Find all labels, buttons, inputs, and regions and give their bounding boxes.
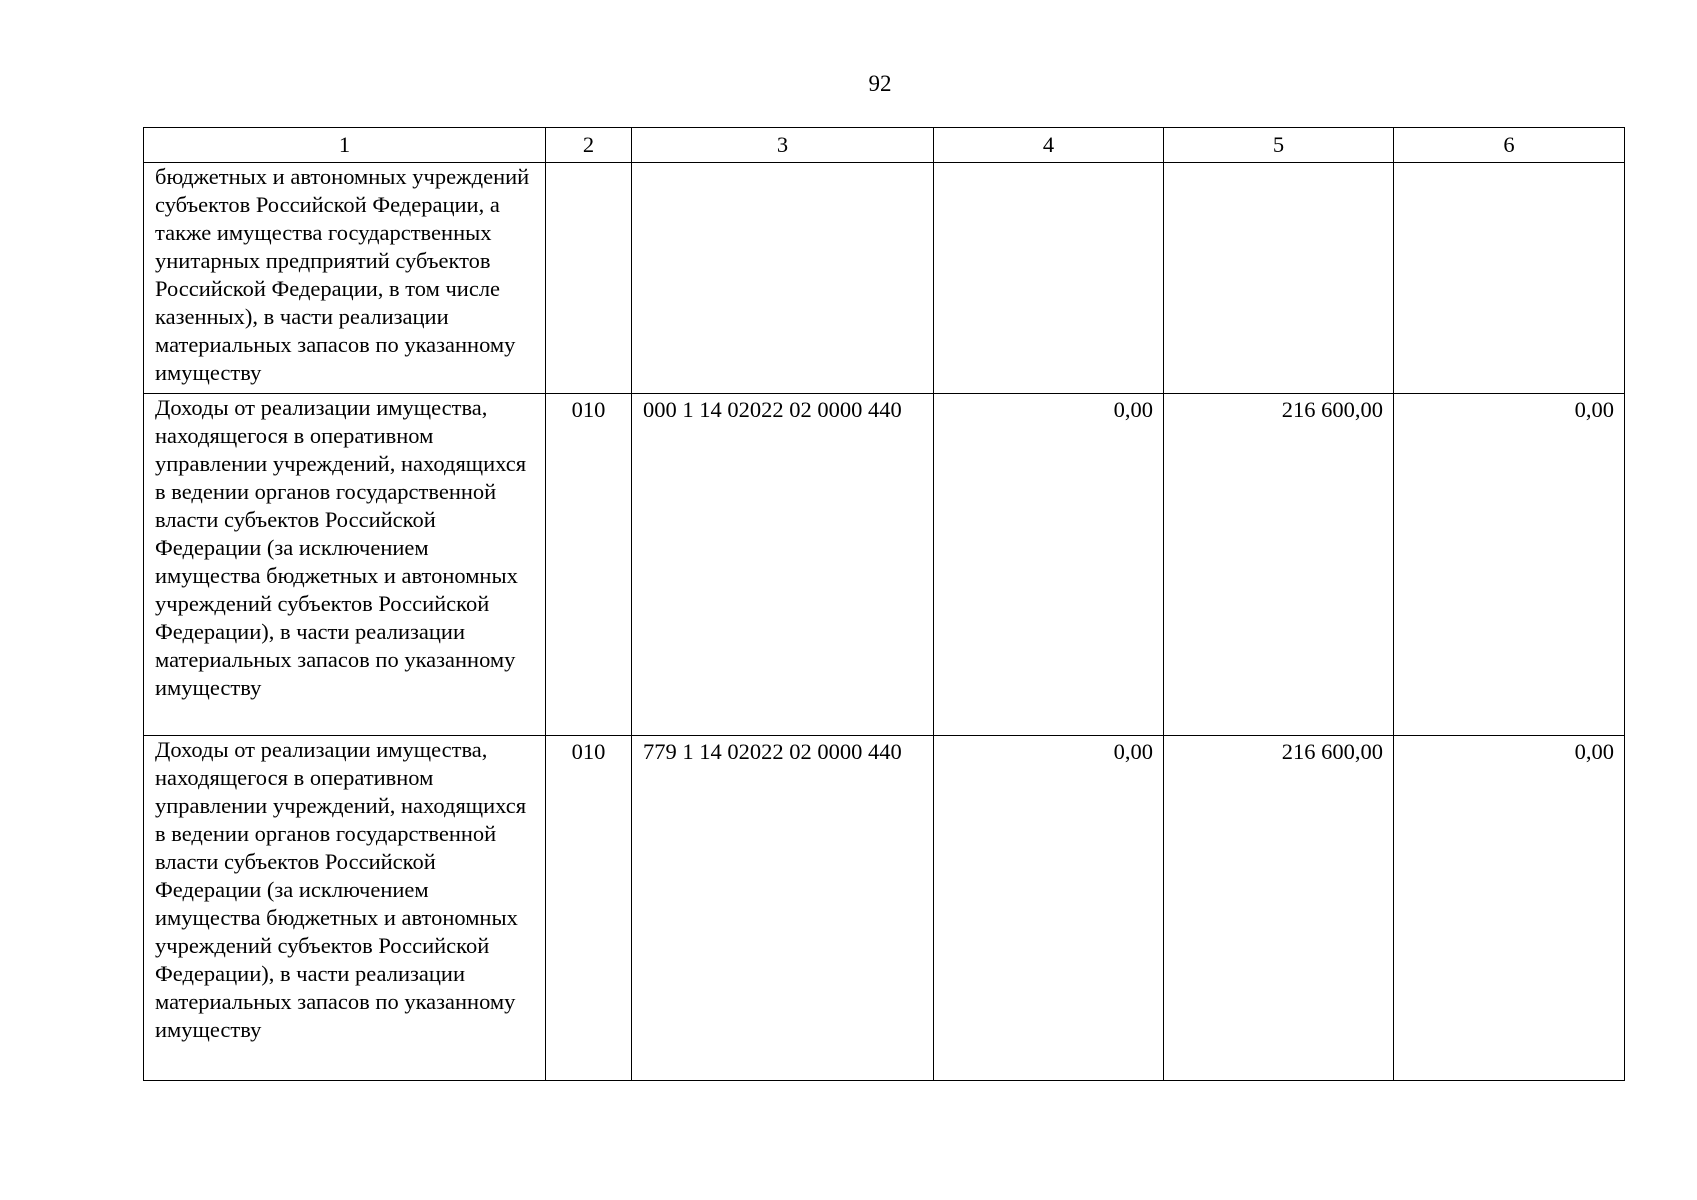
column-header-5: 5 xyxy=(1164,128,1394,163)
amount-cell-col4 xyxy=(934,163,1164,394)
income-code-cell: 779 1 14 02022 02 0000 440 xyxy=(632,736,934,1081)
line-code-cell: 010 xyxy=(546,736,632,1081)
page-number: 92 xyxy=(868,71,892,96)
line-code-cell: 010 xyxy=(546,394,632,736)
amount-cell-col5 xyxy=(1164,163,1394,394)
table-row xyxy=(144,163,1625,394)
table-header xyxy=(144,128,1625,163)
amount-cell-col5: 216 600,00 xyxy=(1164,394,1394,736)
amount-cell-col5: 216 600,00 xyxy=(1164,736,1394,1081)
column-header-1: 1 xyxy=(144,128,546,163)
column-header-4: 4 xyxy=(934,128,1164,163)
column-header-6: 6 xyxy=(1394,128,1625,163)
income-name-cell: бюджетных и автономных учреждений субъектов Российской Федерации, а также имущества государственных унитарных предприятий субъектов Российской Федерации, в том числе казенных), в части реализации материальных запасов по указанному имуществу xyxy=(144,163,546,394)
amount-cell-col6: 0,00 xyxy=(1394,736,1625,1081)
amount-cell-col6: 0,00 xyxy=(1394,394,1625,736)
column-header-3: 3 xyxy=(632,128,934,163)
income-name-cell: Доходы от реализации имущества, находящегося в оперативном управлении учреждений, находящихся в ведении органов государственной власти субъектов Российской Федерации (за исключением имущества бюджетных и автономных учреждений субъектов Российской Федерации), в части реализации материальных запасов по указанному имуществу xyxy=(144,394,546,736)
table-row xyxy=(144,394,1625,736)
table-body xyxy=(144,163,1625,1081)
income-name-cell: Доходы от реализации имущества, находящегося в оперативном управлении учреждений, находящихся в ведении органов государственной власти субъектов Российской Федерации (за исключением имущества бюджетных и автономных учреждений субъектов Российской Федерации), в части реализации материальных запасов по указанному имуществу xyxy=(144,736,546,1081)
table-row xyxy=(144,736,1625,1081)
line-code-cell xyxy=(546,163,632,394)
header-row xyxy=(144,128,1625,163)
amount-cell-col6 xyxy=(1394,163,1625,394)
column-header-2: 2 xyxy=(546,128,632,163)
amount-cell-col4: 0,00 xyxy=(934,736,1164,1081)
income-code-cell: 000 1 14 02022 02 0000 440 xyxy=(632,394,934,736)
income-code-cell xyxy=(632,163,934,394)
income-table xyxy=(143,127,1625,1081)
amount-cell-col4: 0,00 xyxy=(934,394,1164,736)
